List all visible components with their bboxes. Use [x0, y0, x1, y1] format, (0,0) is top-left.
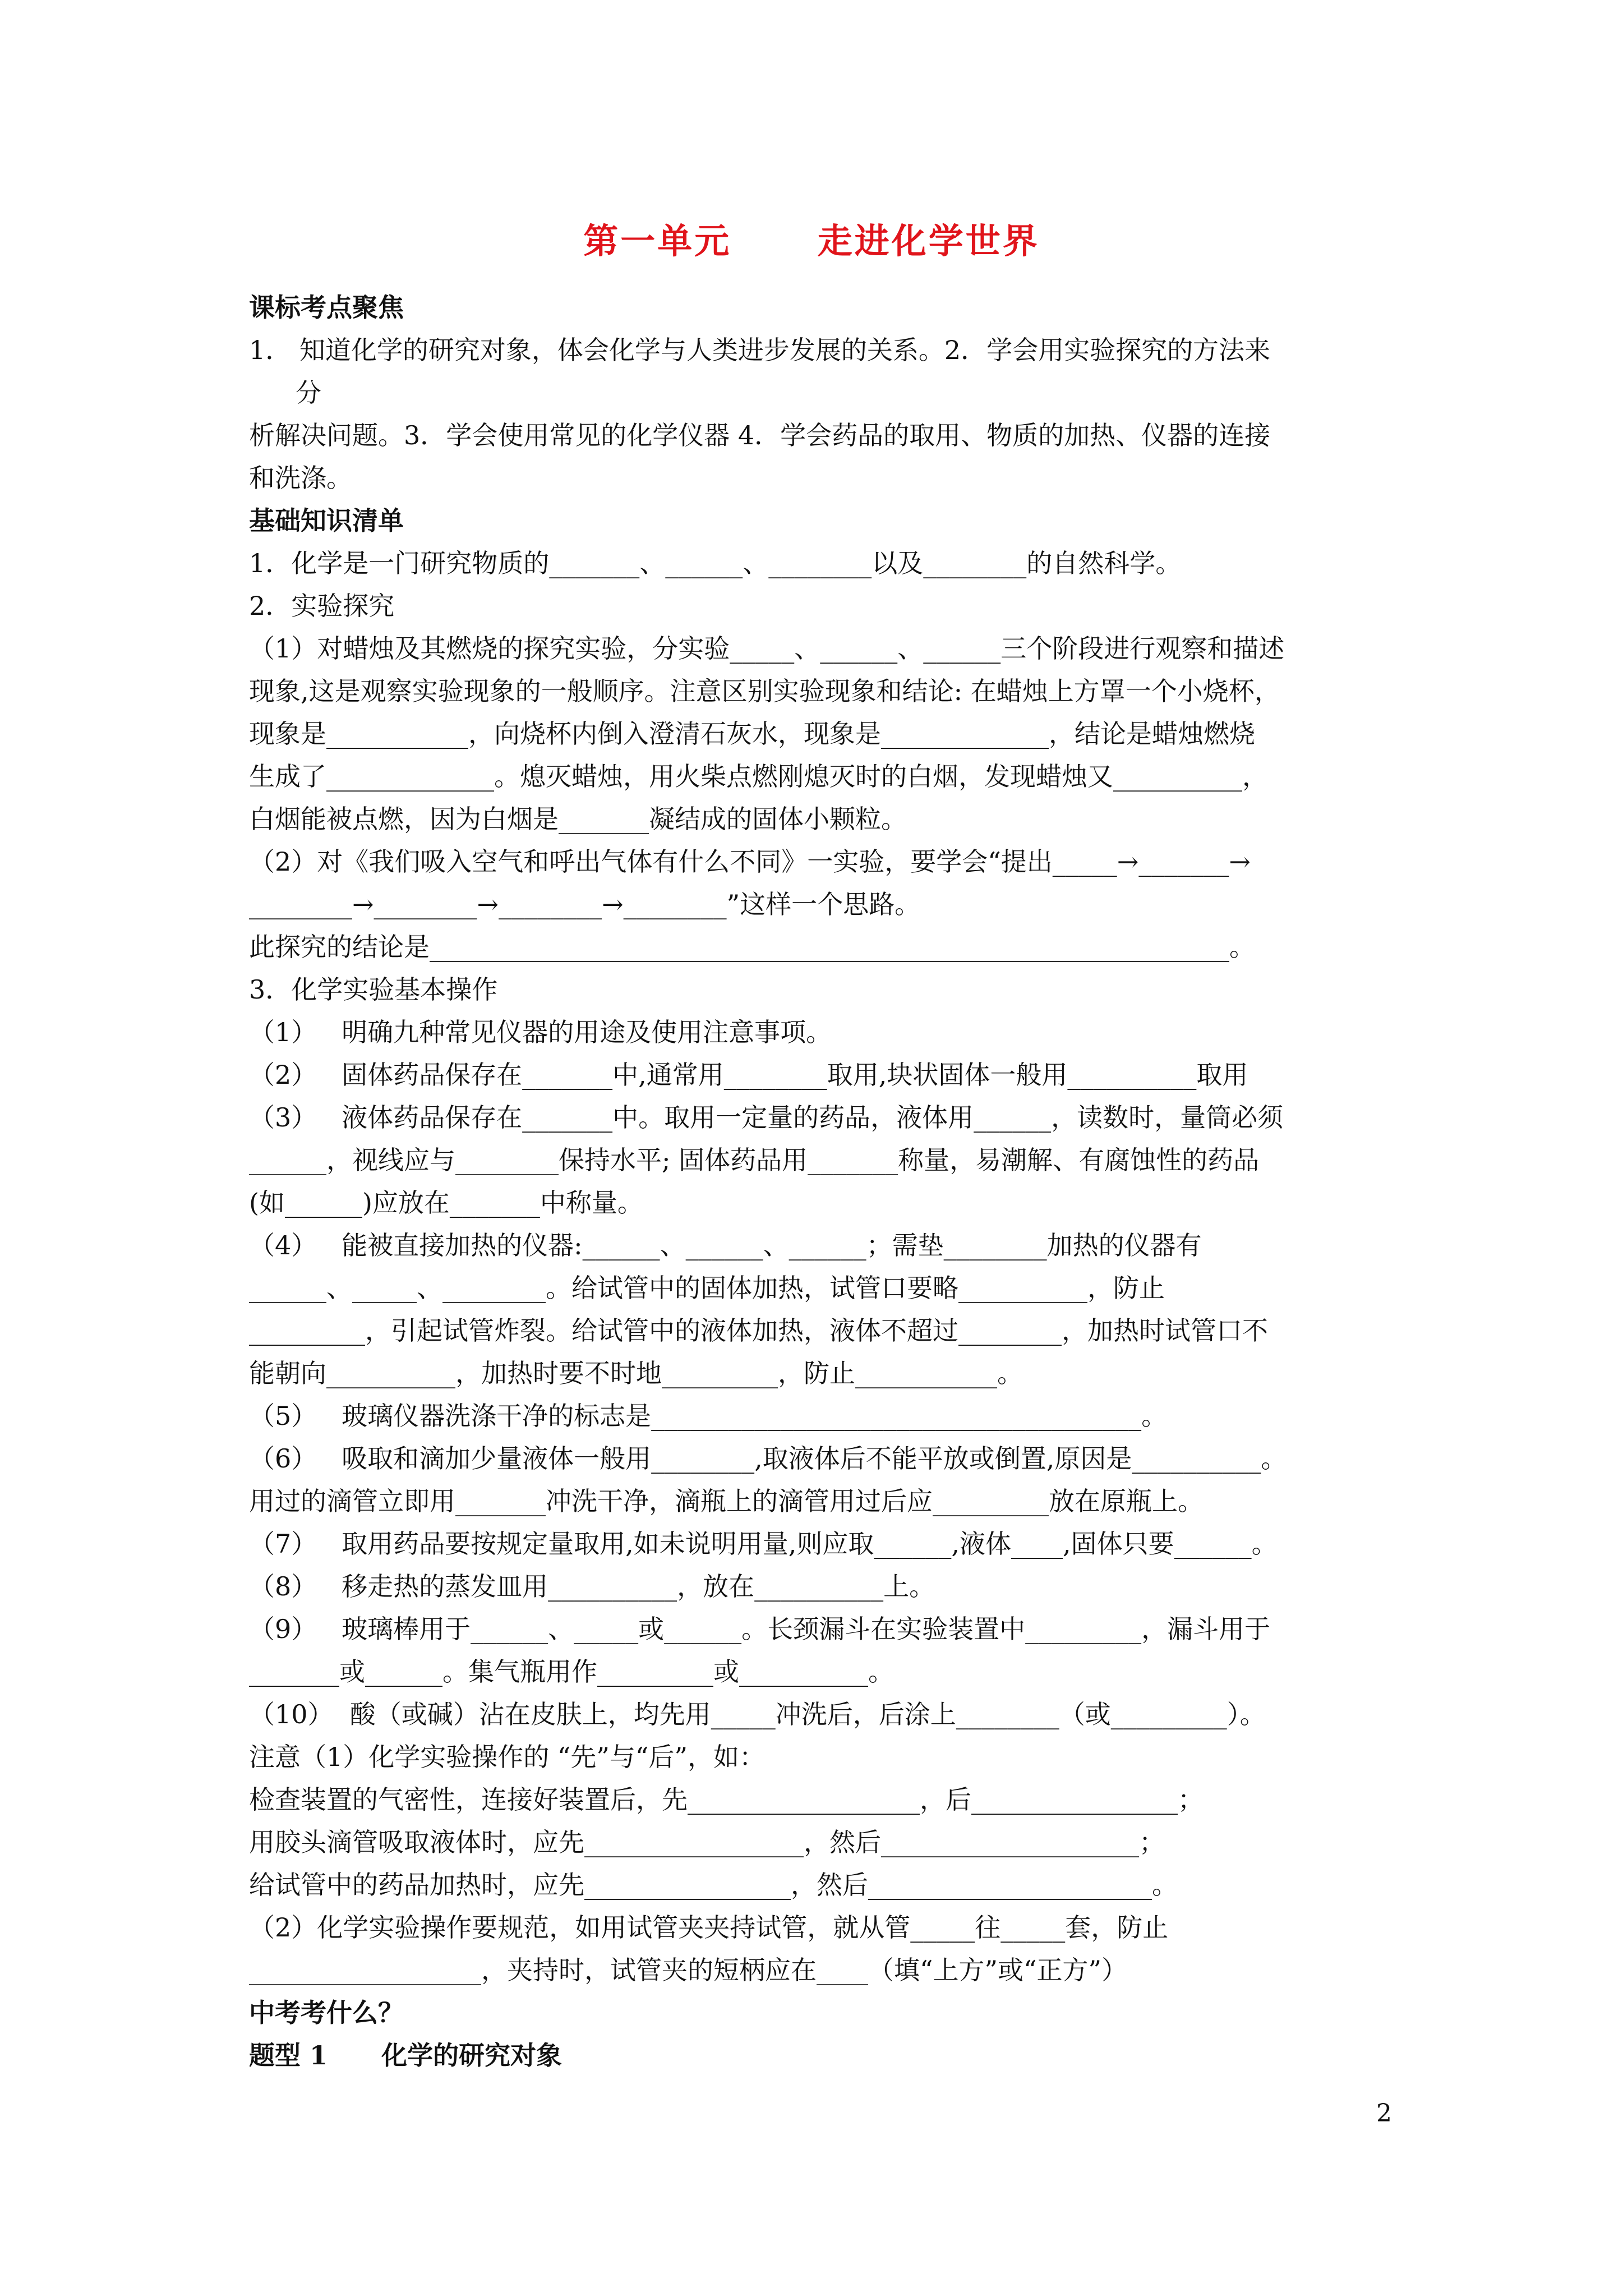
text-line: 检查装置的气密性，连接好装置后，先__________________，后________________； [249, 1784, 1204, 1815]
page-number: 2 [1376, 2099, 1392, 2128]
text-line: 注意（1）化学实验操作的 “先”与“后”，如： [249, 1742, 765, 1772]
text-line: 和洗涤。 [249, 463, 352, 493]
text-line: （4） 能被直接加热的仪器:______、______、______；需垫________加热的仪器有 [249, 1230, 1202, 1260]
text-line: 现象是___________，向烧杯内倒入澄清石灰水，现象是_____________，结论是蜡烛燃烧 [249, 719, 1255, 749]
question-type-heading: 题型 1 化学的研究对象 [249, 2040, 562, 2070]
text-line: 1． 知道化学的研究对象，体会化学与人类进步发展的关系。2．学会用实验探究的方法来 [249, 335, 1271, 365]
text-line: （9） 玻璃棒用于______、_____或______。长颈漏斗在实验装置中_________，漏斗用于 [249, 1614, 1271, 1644]
text-line: ______、_____、________。给试管中的固体加热，试管口要略__________，防止 [249, 1273, 1165, 1303]
text-line: 分 [296, 378, 321, 408]
section-heading-standards: 课标考点聚焦 [249, 292, 404, 323]
text-line: （2）对《我们吸入空气和呼出气体有什么不同》一实验，要学会“提出_____→_______→ [249, 846, 1251, 877]
text-line: （2）化学实验操作要规范，如用试管夹夹持试管，就从管_____往_____套，防止 [249, 1912, 1169, 1943]
text-line: （5） 玻璃仪器洗涤干净的标志是______________________________________。 [249, 1401, 1168, 1431]
section-heading-basics: 基础知识清单 [249, 505, 404, 536]
text-line: ______，视线应与________保持水平; 固体药品用_______称量，易潮解、有腐蚀性的药品 [249, 1145, 1260, 1175]
text-line: （10） 酸（或碱）沾在皮肤上，均先用_____冲洗后，后涂上________（或_________）。 [249, 1699, 1266, 1729]
text-line: （6） 吸取和滴加少量液体一般用________,取液体后不能平放或倒置,原因是__________。 [249, 1443, 1287, 1474]
text-line: 用胶头滴管吸取液体时，应先_________________，然后____________________； [249, 1827, 1165, 1857]
text-line: _______或______。集气瓶用作_________或__________。 [249, 1657, 894, 1687]
text-line: 析解决问题。3．学会使用常见的化学仪器 4．学会药品的取用、物质的加热、仪器的连接 [249, 420, 1271, 450]
text-line: 生成了_____________。熄灭蜡烛，用火柴点燃刚熄灭时的白烟，发现蜡烛又__________， [249, 761, 1268, 792]
text-line: 白烟能被点燃，因为白烟是_______凝结成的固体小颗粒。 [249, 804, 907, 834]
section-heading-exam: 中考考什么？ [249, 1998, 404, 2028]
text-line: _________，引起试管炸裂。给试管中的液体加热，液体不超过________，加热时试管口不 [249, 1315, 1268, 1346]
text-line: （8） 移走热的蒸发皿用__________，放在__________上。 [249, 1571, 935, 1602]
text-line: 用过的滴管立即用_______冲洗干净，滴瓶上的滴管用过后应_________放在原瓶上。 [249, 1486, 1204, 1516]
text-line: __________________，夹持时，试管夹的短柄应在____（填“上方”或“正方”） [249, 1955, 1128, 1985]
text-line: 3．化学实验基本操作 [249, 974, 498, 1005]
text-line: 1．化学是一门研究物质的_______、______、________以及________的自然科学。 [249, 548, 1182, 578]
text-line: 给试管中的药品加热时，应先________________，然后______________________。 [249, 1870, 1178, 1900]
text-line: 2．实验探究 [249, 591, 395, 621]
unit-title: 第一单元 走进化学世界 [583, 220, 1040, 261]
text-line: 此探究的结论是______________________________________________________________。 [249, 932, 1255, 962]
text-line: （3） 液体药品保存在_______中。取用一定量的药品，液体用______，读数时，量筒必须 [249, 1102, 1284, 1133]
text-line: ________→________→________→________”这样一个思路。 [249, 889, 921, 919]
document-body [249, 286, 1393, 2077]
text-line: 能朝向__________，加热时要不时地_________，防止___________。 [249, 1358, 1023, 1388]
text-line: 现象,这是观察实验现象的一般顺序。注意区别实验现象和结论: 在蜡烛上方罩一个小烧杯， [249, 676, 1280, 706]
text-line: （7） 取用药品要按规定量取用,如未说明用量,则应取______,液体____,固体只要______。 [249, 1529, 1278, 1559]
text-line: （2） 固体药品保存在_______中,通常用________取用,块状固体一般用__________取用 [249, 1060, 1248, 1090]
text-line: （1）对蜡烛及其燃烧的探究实验，分实验_____、______、______三个阶段进行观察和描述 [249, 633, 1285, 664]
text-line: (如______)应放在_______中称量。 [249, 1188, 643, 1218]
text-line: （1） 明确九种常见仪器的用途及使用注意事项。 [249, 1017, 832, 1047]
